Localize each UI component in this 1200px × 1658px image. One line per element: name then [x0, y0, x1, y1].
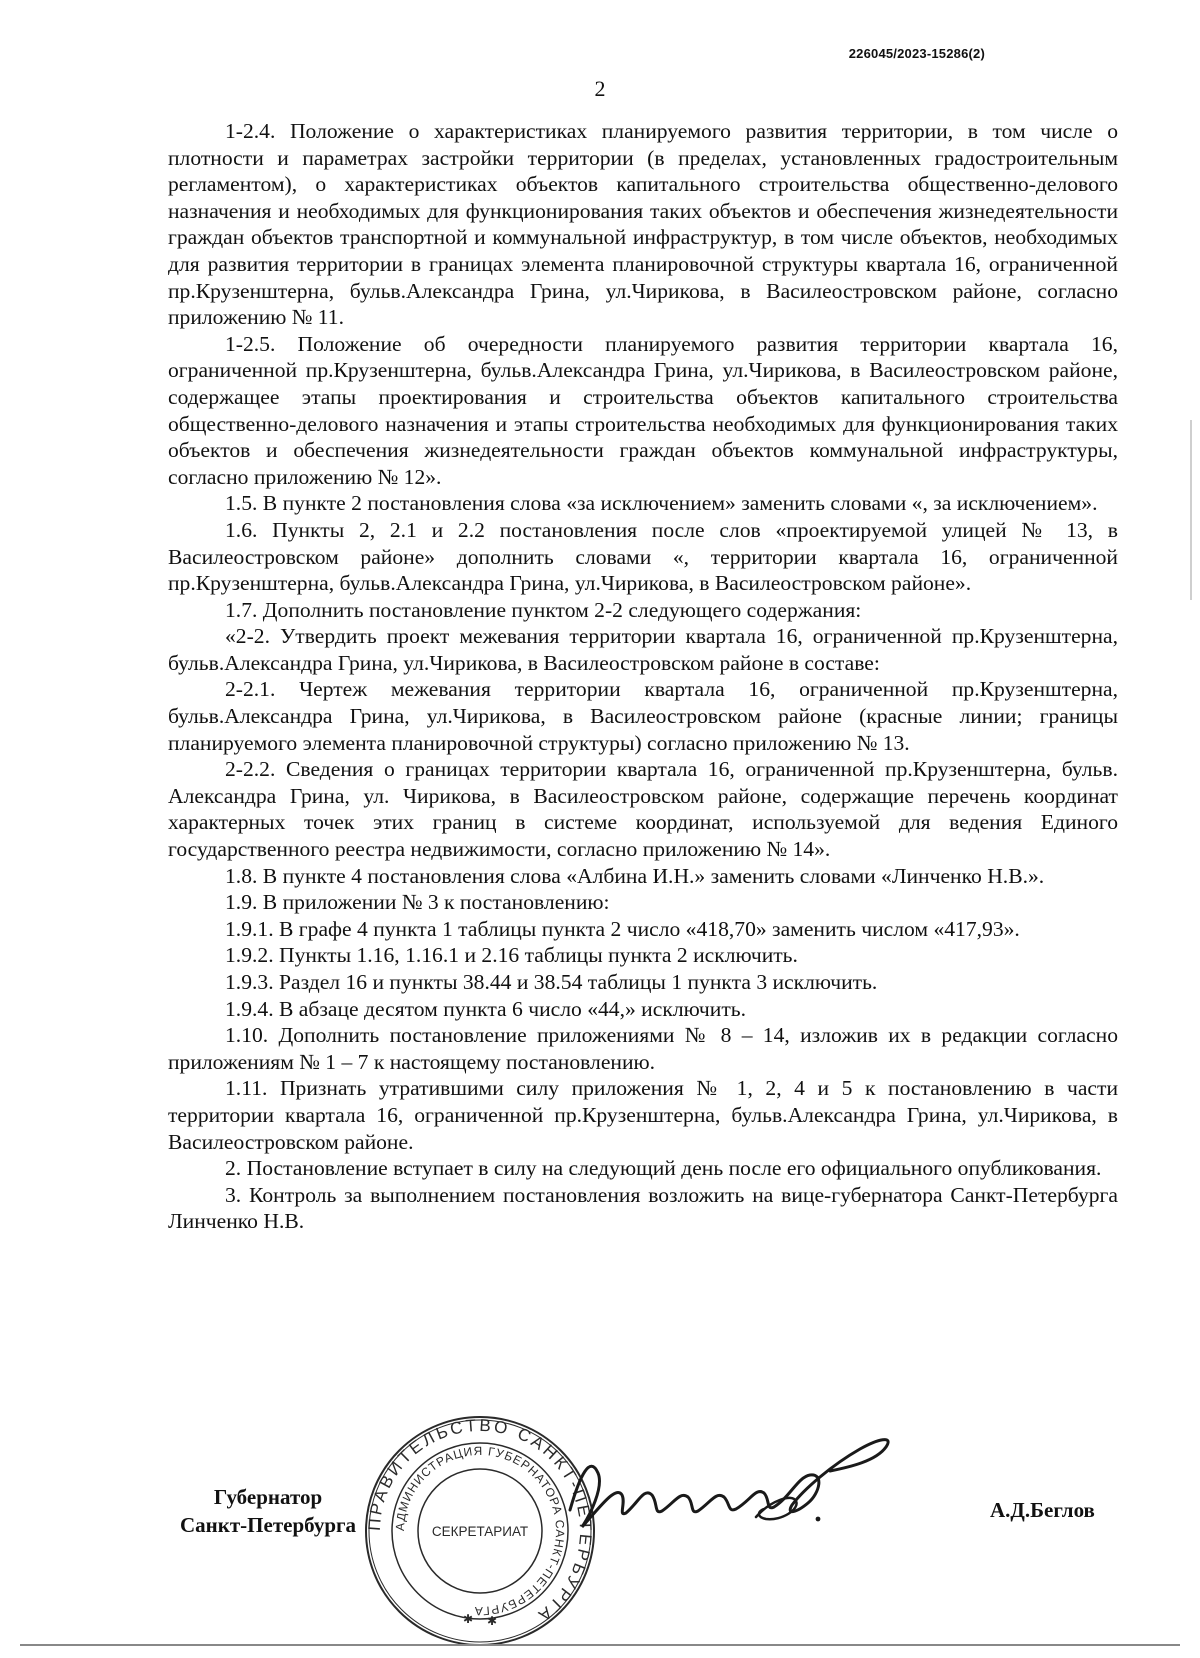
signatory-title [180, 1483, 356, 1539]
handwritten-signature [560, 1415, 940, 1545]
signatory-title-line-2: Санкт-Петербурга [180, 1513, 357, 1537]
stamp-inner-text: АДМИНИСТРАЦИЯ ГУБЕРНАТОРА САНКТ-ПЕТЕРБУРГА [392, 1443, 568, 1619]
paragraph-2-2-2: 2-2.2. Сведения о границах территории квартала 16, ограниченной пр.Крузенштерна, бульв. Александра Грина, ул. Чирикова, в Василеостровском районе, содержащие перечень координат характерных точек этих границ в системе координат, используемой для ведения Единого государственного реестра недвижимости, согласно приложению № 14». [168, 757, 1118, 862]
paragraph-2: 2. Постановление вступает в силу на следующий день после его официального опубликования. [225, 1156, 1102, 1181]
document-body [168, 118, 1118, 1235]
signatory-name: А.Д.Беглов [990, 1498, 1095, 1522]
signature-block [0, 1395, 1200, 1628]
document-registration-number: 226045/2023-15286(2) [848, 46, 985, 61]
paragraph-1-7: 1.7. Дополнить постановление пунктом 2-2 следующего содержания: [225, 597, 862, 622]
paragraph-1-8: 1.8. В пункте 4 постановления слова «Албина И.Н.» заменить словами «Линченко Н.В.». [225, 863, 1045, 888]
scan-bottom-edge [20, 1644, 1180, 1646]
paragraph-2-2-1: 2-2.1. Чертеж межевания территории квартала 16, ограниченной пр.Крузенштерна, бульв.Александра Грина, ул.Чирикова, в Василеостровском районе (красные линии; границы планируемого элемента планировочной структуры) согласно приложению № 13. [168, 677, 1118, 755]
stamp-outer-text: ПРАВИТЕЛЬСТВО САНКТ-ПЕТЕРБУРГА [364, 1415, 596, 1627]
paragraph-1-2-5: 1-2.5. Положение об очередности планируемого развития территории квартала 16, ограниченной пр.Крузенштерна, бульв.Александра Грина, ул.Чирикова, в Василеостровском районе, содержащее этапы проектирования и строительства объектов капитального строительства общественно-делового назначения и этапы строительства необходимых для функционирования таких объектов и обеспечения жизнедеятельности граждан объектов коммунальной инфраструктуры, согласно приложению № 12». [168, 331, 1118, 489]
paragraph-1-9-1: 1.9.1. В графе 4 пункта 1 таблицы пункта 2 число «418,70» заменить числом «417,93». [225, 916, 1020, 941]
paragraph-1-9: 1.9. В приложении № 3 к постановлению: [225, 890, 610, 915]
scan-edge-mark [1190, 420, 1192, 600]
paragraph-1-5: 1.5. В пункте 2 постановления слова «за исключением» заменить словами «, за исключением». [225, 491, 1098, 516]
stamp-center-text: СЕКРЕТАРИАТ [431, 1524, 529, 1539]
paragraph-1-6: 1.6. Пункты 2, 2.1 и 2.2 постановления после слов «проектируемой улицей № 13, в Василеостровском районе» дополнить словами «, территории квартала 16, ограниченной пр.Крузенштерна, бульв.Александра Грина, ул.Чирикова, в Василеостровском районе». [168, 517, 1118, 596]
paragraph-2-2: «2-2. Утвердить проект межевания территории квартала 16, ограниченной пр.Крузенштерна, бульв.Александра Грина, ул.Чирикова, в Василеостровском районе в составе: [168, 624, 1118, 675]
paragraph-1-9-4: 1.9.4. В абзаце десятом пункта 6 число «44,» исключить. [225, 996, 747, 1021]
paragraph-1-9-3: 1.9.3. Раздел 16 и пункты 38.44 и 38.54 таблицы 1 пункта 3 исключить. [225, 970, 878, 994]
paragraph-1-11: 1.11. Признать утратившими силу приложения № 1, 2, 4 и 5 к постановлению в части территории квартала 16, ограниченной пр.Крузенштерна, бульв.Александра Грина, ул.Чирикова, в Василеостровском районе. [168, 1076, 1118, 1154]
stamp-star-icon: ✱ [487, 1614, 498, 1628]
stamp-star-icon: ✱ [463, 1612, 474, 1626]
paragraph-1-2-4: 1-2.4. Положение о характеристиках планируемого развития территории, в том числе о плотности и параметрах застройки территории (в пределах, установленных градостроительным регламентом), о характеристиках объектов капитального строительства общественно-делового назначения и необходимых для функционирования таких объектов и обеспечения жизнедеятельности граждан объектов транспортной и коммунальной инфраструктур, в том числе объектов, необходимых для развития территории в границах элемента планировочной структуры квартала 16, ограниченной пр.Крузенштерна, бульв.Александра Грина, ул.Чирикова, в Василеостровском районе, согласно приложению № 11. [168, 119, 1118, 330]
page-number: 2 [594, 76, 606, 101]
paragraph-1-10: 1.10. Дополнить постановление приложениями № 8 – 14, изложив их в редакции согласно приложениям № 1 – 7 к настоящему постановлению. [168, 1023, 1118, 1074]
signatory-title-line-1: Губернатор [213, 1485, 323, 1509]
paragraph-1-9-2: 1.9.2. Пункты 1.16, 1.16.1 и 2.16 таблицы пункта 2 исключить. [225, 943, 798, 968]
paragraph-3: 3. Контроль за выполнением постановления возложить на вице-губернатора Санкт-Петербурга Линченко Н.В. [168, 1182, 1118, 1234]
